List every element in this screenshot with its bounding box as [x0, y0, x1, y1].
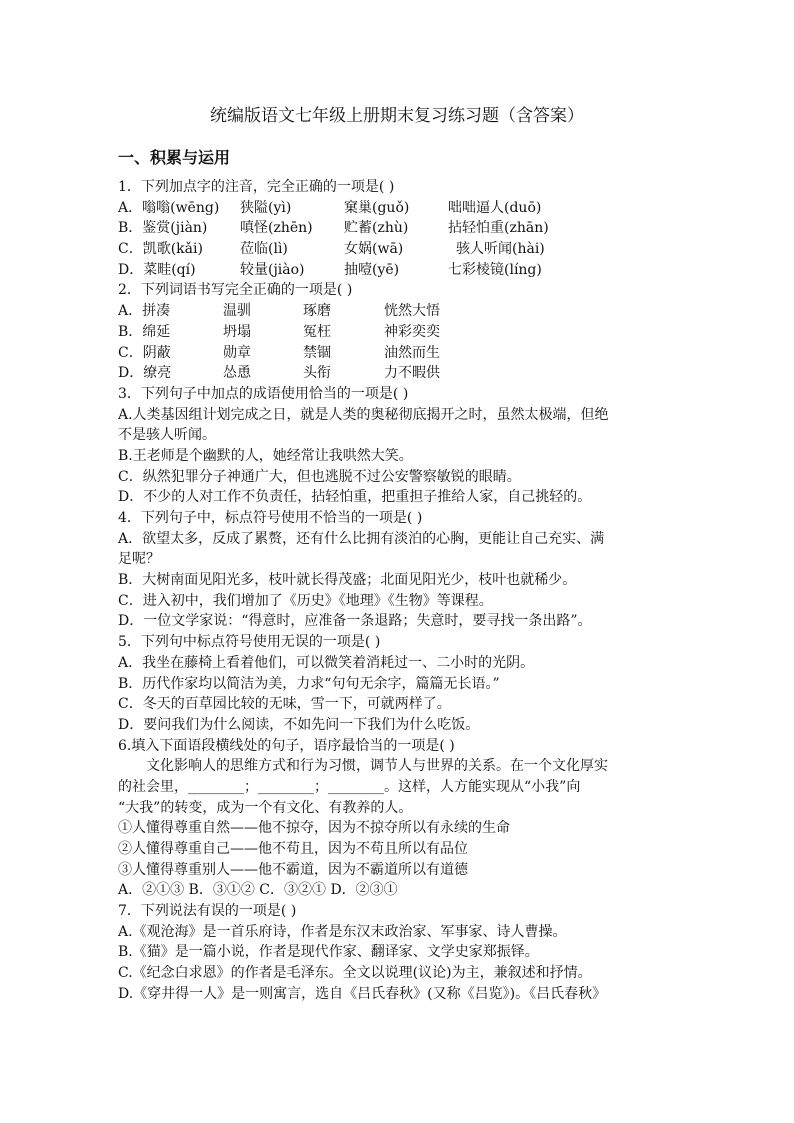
option-cell: D．菜畦(qí): [118, 261, 196, 278]
section-heading: 一、积累与运用: [118, 148, 231, 167]
question-7-option-b: B.《猫》是一篇小说，作者是现代作家、翻译家、文学史家郑振铎。: [118, 944, 539, 961]
option-cell: 较量(jiào): [240, 261, 305, 278]
question-1-stem: 1．下列加点字的注音，完全正确的一项是( ): [118, 179, 395, 195]
question-list: [118, 177, 690, 1005]
option-cell: 力不暇供: [384, 365, 440, 382]
option-cell: 贮蓄(zhù): [344, 220, 409, 237]
option-cell: B．鉴赏(jiàn): [118, 220, 208, 237]
option-cell: 头衔: [303, 365, 331, 382]
question-5-option-b: B．历代作家均以简洁为美，力求“句句无余字，篇篇无长语。”: [118, 675, 500, 692]
question-4-option-c: C．进入初中，我们增加了《历史》《地理》《生物》等课程。: [118, 592, 493, 609]
question-5-stem: 5．下列句中标点符号使用无误的一项是( ): [118, 634, 381, 651]
question-7-option-c: C.《纪念白求恩》的作者是毛泽东。全文以说理(议论)为主，兼叙述和抒情。: [118, 965, 592, 982]
question-6-passage-line: “大我”的转变，成为一个有文化、有教养的人。: [118, 799, 413, 816]
question-4-option-a: A．欲望太多，反成了累赘，还有什么比拥有淡泊的心胸，更能让自己充实、满: [118, 530, 605, 547]
option-cell: 油然而生: [384, 344, 440, 361]
question-2-option-c: [118, 343, 690, 364]
option-cell: 骇人听闻(hài): [456, 241, 545, 258]
question-3-option-c: C．纵然犯罪分子神通广大，但也逃脱不过公安警察敏锐的眼睛。: [118, 468, 521, 485]
option-cell: B．绵延: [118, 323, 171, 340]
option-cell: 咄咄逼人(duō): [448, 199, 542, 216]
question-3-option-b: B.王老师是个幽默的人，她经常让我哄然大笑。: [118, 447, 413, 464]
question-3-option-a: A.人类基因组计划完成之日，就是人类的奥秘彻底揭开之时，虽然太极端，但绝: [118, 406, 609, 423]
option-cell: D．缭亮: [118, 365, 172, 382]
option-cell: 七彩棱镜(líng): [448, 261, 542, 278]
question-2-option-d: [118, 363, 690, 384]
option-cell: 冤枉: [303, 323, 331, 340]
question-3-stem: 3．下列句子中加点的成语使用恰当的一项是( ): [118, 385, 409, 402]
option-cell: 窠巢(guǒ): [344, 199, 410, 216]
question-7-stem: 7．下列说法有误的一项是( ): [118, 903, 297, 920]
question-6-item-3: ③人懂得尊重别人——他不霸道，因为不霸道所以有道德: [118, 861, 468, 878]
question-4-option-a-cont: 足呢？: [118, 551, 160, 568]
option-cell: 莅临(lì): [240, 241, 288, 258]
option-cell: 拈轻怕重(zhān): [448, 220, 549, 237]
option-cell: 坍塌: [223, 323, 251, 340]
question-6-stem: 6.填入下面语段横线处的句子，语序最恰当的一项是( ): [118, 737, 455, 754]
question-4-option-b: B．大树南面见阳光多，枝叶就长得茂盛；北面见阳光少，枝叶也就稀少。: [118, 572, 577, 589]
question-3-option-a-cont: 不是骇人听闻。: [118, 427, 216, 444]
question-3-option-d: D．不少的人对工作不负责任，拈轻怕重，把重担子推给人家，自己挑轻的。: [118, 489, 592, 506]
option-cell: 禁锢: [303, 344, 331, 361]
question-6-item-2: ②人懂得尊重自己——他不苟且，因为不苟且所以有品位: [118, 841, 468, 857]
option-cell: 恍然大悟: [384, 303, 440, 320]
question-4-stem: 4．下列句子中，标点符号使用不恰当的一项是( ): [118, 510, 423, 526]
option-cell: C．阴蔽: [118, 344, 171, 361]
question-5-option-d: D．要问我们为什么阅读，不如先问一下我们为什么吃饭。: [118, 716, 480, 733]
question-6-passage-line: 的社会里，________；________；________。这样，人方能实现从“小我”向: [118, 778, 581, 795]
option-cell: 温驯: [223, 303, 251, 320]
option-cell: 神彩奕奕: [384, 323, 440, 340]
question-5-option-c: C．冬天的百草园比较的无味，雪一下，可就两样了。: [118, 696, 451, 713]
option-cell: 狭隘(yì): [240, 199, 292, 216]
question-1-option-a: [118, 198, 690, 219]
question-4-option-d: D．一位文学家说：“得意时，应准备一条退路；失意时，要寻找一条出路”。: [118, 613, 592, 630]
document-title: 统编版语文七年级上册期末复习练习题（含答案）: [210, 106, 584, 126]
option-cell: A．嗡嗡(wēng): [118, 199, 220, 216]
question-6-item-1: ①人懂得尊重自然——他不掠夺，因为不掠夺所以有永续的生命: [118, 820, 510, 837]
option-cell: C．凯歌(kǎi): [118, 241, 203, 258]
option-cell: A．拼凑: [118, 303, 171, 320]
option-cell: 嗔怪(zhēn): [240, 220, 313, 237]
question-1-option-d: [118, 260, 690, 281]
option-cell: 女娲(wā): [344, 241, 404, 258]
option-cell: 勋章: [223, 344, 251, 361]
question-1-option-b: [118, 218, 690, 239]
question-2-option-a: [118, 301, 690, 322]
question-7-option-a: A.《观沧海》是一首乐府诗，作者是东汉末政治家、军事家、诗人曹操。: [118, 923, 567, 940]
question-5-option-a: A．我坐在藤椅上看着他们，可以微笑着消耗过一、二小时的光阴。: [118, 654, 535, 671]
option-cell: 怂恿: [223, 365, 251, 382]
question-6-passage-line: 文化影响人的思维方式和行为习惯，调节人与世界的关系。在一个文化厚实: [146, 758, 608, 775]
option-cell: 琢磨: [303, 303, 331, 320]
question-1-option-c: [118, 239, 690, 260]
question-2-option-b: [118, 322, 690, 343]
question-2-stem: 2．下列词语书写完全正确的一项是( ): [118, 282, 353, 299]
question-6-options: A．②①③ B．③①② C．③②① D．②③①: [118, 882, 398, 899]
option-cell: 抽噎(yē): [344, 261, 400, 278]
question-7-option-d: D.《穿井得一人》是一则寓言，选自《吕氏春秋》(又称《吕览》)。《吕氏春秋》: [118, 985, 607, 1002]
